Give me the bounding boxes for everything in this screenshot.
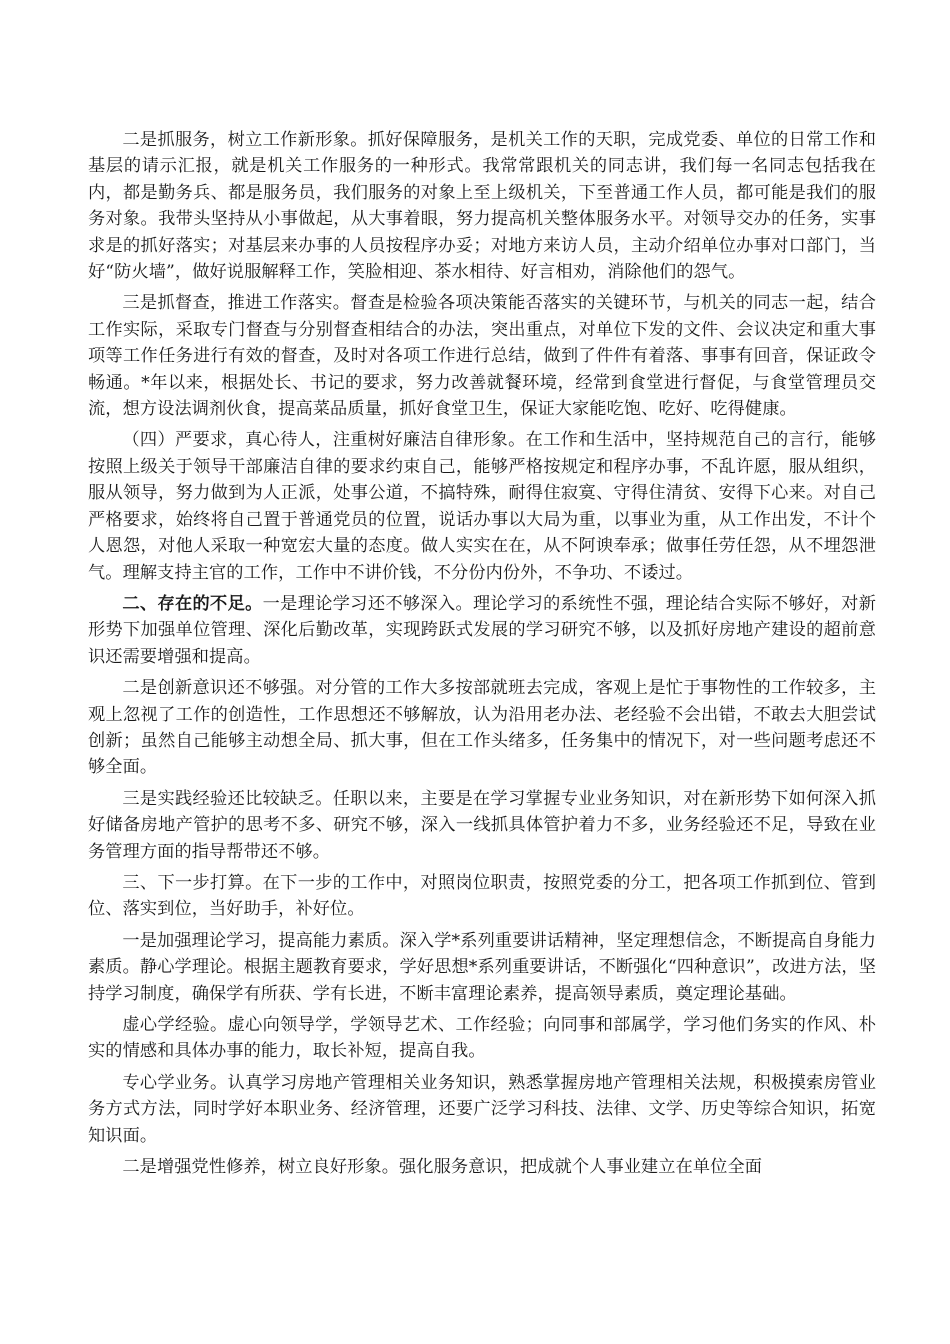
paragraph-supervision: 三是抓督查，推进工作落实。督查是检验各项决策能否落实的关键环节，与机关的同志一起，结合工作实际，采取专门督查与分别督查相结合的办法，突出重点，对单位下发的文件、会议决定和重大事项等工作任务进行有效的督查，及时对各项工作进行总结，做到了件件有着落、事事有回音，保证政令畅通。*年以来，根据处长、书记的要求，努力改善就餐环境，经常到食堂进行督促，与食堂管理员交流，想方设法调剂伙食，提高菜品质量，抓好食堂卫生，保证大家能吃饱、吃好、吃得健康。 [88,293,876,420]
document-body [88,127,876,1185]
paragraph-shortcomings [88,591,876,670]
section-heading-shortcomings: 二、存在的不足。 [122,593,263,614]
paragraph-innovation: 二是创新意识还不够强。对分管的工作大多按部就班去完成，客观上是忙于事物性的工作较多，主观上忽视了工作的创造性，工作思想还不够解放，认为沿用老办法、老经验不会出错，不敢去大胆尝试创新；虽然自己能够主动想全局、抓大事，但在工作头绪多，任务集中的情况下，对一些问题考虑还不够全面。 [88,678,876,778]
paragraph-theory-study: 一是加强理论学习，提高能力素质。深入学*系列重要讲话精神，坚定理想信念，不断提高自身能力素质。静心学理论。根据主题教育要求，学好思想*系列重要讲话，不断强化“四种意识”，改进方法，坚持学习制度，确保学有所获、学有长进，不断丰富理论素养，提高领导素质，奠定理论基础。 [88,930,876,1004]
paragraph-learn-experience: 虚心学经验。虚心向领导学，学领导艺术、工作经验；向同事和部属学，学习他们务实的作风、朴实的情感和具体办事的能力，取长补短，提高自我。 [88,1015,876,1062]
paragraph-next-steps: 三、下一步打算。在下一步的工作中，对照岗位职责，按照党委的分工，把各项工作抓到位、管到位、落实到位，当好助手，补好位。 [88,872,876,920]
paragraph-integrity: （四）严要求，真心待人，注重树好廉洁自律形象。在工作和生活中，坚持规范自己的言行，能够按照上级关于领导干部廉洁自律的要求约束自己，能够严格按规定和程序办事，不乱许愿，服从组织，服从领导，努力做到为人正派，处事公道，不搞特殊，耐得住寂寞、守得住清贫、安得下心来。对自己严格要求，始终将自己置于普通党员的位置，说话办事以大局为重，以事业为重，从工作出发，不计个人恩怨，对他人采取一种宽宏大量的态度。做人实实在在，从不阿谀奉承；做事任劳任怨，从不埋怨泄气。理解支持主官的工作，工作中不讲价钱，不分份内份外，不争功、不诿过。 [88,430,876,583]
paragraph-party-spirit: 二是增强党性修养，树立良好形象。强化服务意识，把成就个人事业建立在单位全面 [122,1157,763,1178]
paragraph-experience: 三是实践经验还比较缺乏。任职以来，主要是在学习掌握专业业务知识，对在新形势下如何深入抓好储备房地产管护的思考不多、研究不够，深入一线抓具体管护着力不多，业务经验还不足，导致在业务管理方面的指导帮带还不够。 [88,788,876,862]
paragraph-service: 二是抓服务，树立工作新形象。抓好保障服务，是机关工作的天职，完成党委、单位的日常工作和基层的请示汇报，就是机关工作服务的一种形式。我常常跟机关的同志讲，我们每一名同志包括我在内，都是勤务兵、都是服务员，我们服务的对象上至上级机关，下至普通工作人员，都可能是我们的服务对象。我带头坚持从小事做起，从大事着眼，努力提高机关整体服务水平。对领导交办的任务，实事求是的抓好落实；对基层来办事的人员按程序办妥；对地方来访人员，主动介绍单位办事对口部门，当好“防火墙”，做好说服解释工作，笑脸相迎、茶水相待、好言相劝，消除他们的怨气。 [88,130,876,283]
paragraph-shortcomings-text: 一是理论学习还不够深入。理论学习的系统性不强，理论结合实际不够好，对新形势下加强单位管理、深化后勤改革，实现跨跃式发展的学习研究不够，以及抓好房地产建设的超前意识还需要增强和提高。 [88,593,876,667]
paragraph-learn-business: 专心学业务。认真学习房地产管理相关业务知识，熟悉掌握房地产管理相关法规，积极摸索房管业务方式方法，同时学好本职业务、经济管理，还要广泛学习科技、法律、文学、历史等综合知识，拓宽知识面。 [88,1072,876,1146]
